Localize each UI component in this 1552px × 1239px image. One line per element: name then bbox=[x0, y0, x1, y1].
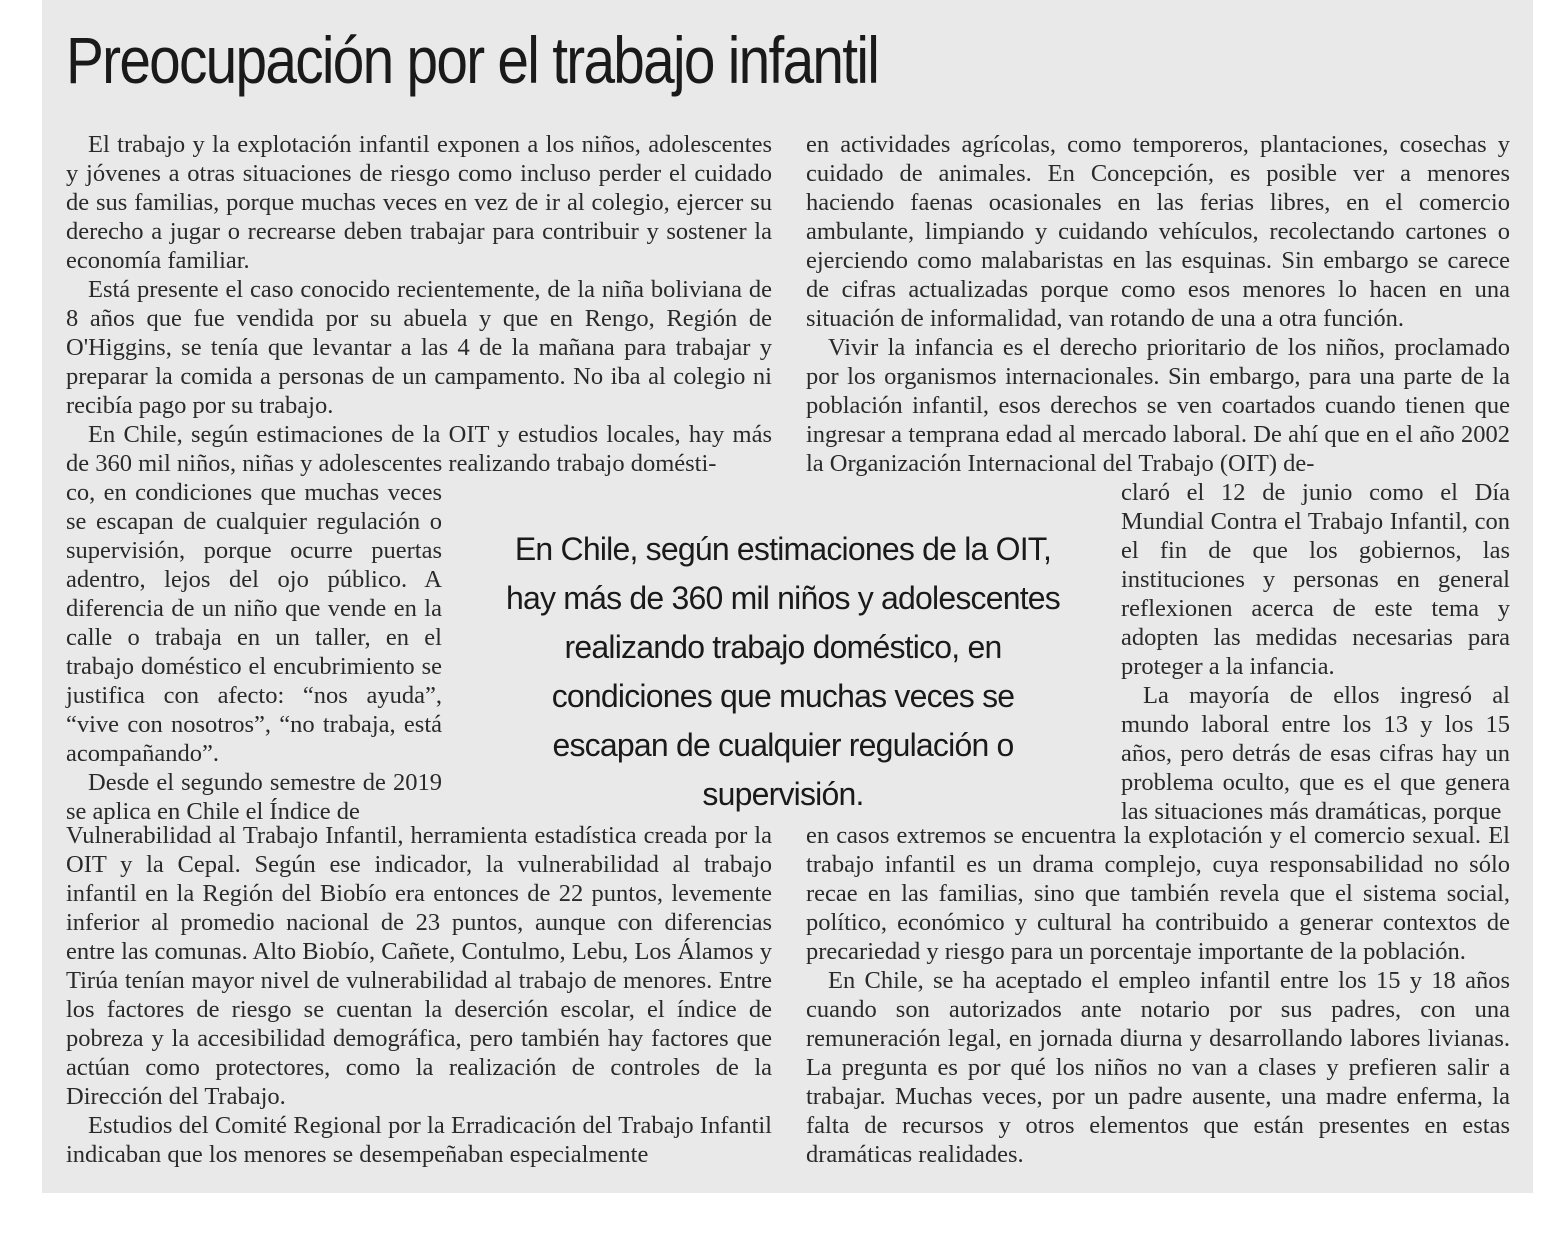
paragraph: El trabajo y la explotación infantil exponen a los niños, adolescentes y jóvenes a otras situaciones de riesgo como incluso perder el cuidado de sus familias, porque muchas veces en vez de ir al colegio, ejercer su derecho a jugar o recrearse deben trabajar para contribuir y sostener la economía familiar. bbox=[66, 131, 772, 274]
paragraph: en casos extremos se encuentra la explotación y el comercio sexual. El trabajo infantil es un drama complejo, cuya responsabilidad no sólo recae en las familias, sino que también revela que el sistema social, político, económico y cultural ha contribuido a generar contextos de precariedad y riesgo para un porcentaje importante de la población. bbox=[806, 822, 1510, 965]
paragraph: Estudios del Comité Regional por la Erradicación del Trabajo Infantil indicaban que los menores se desempeñaban especialmente bbox=[66, 1112, 772, 1168]
left-column-bottom bbox=[66, 821, 772, 1169]
paragraph: La mayoría de ellos ingresó al mundo laboral entre los 13 y los 15 años, pero detrás de esas cifras hay un problema oculto, que es el que genera las situaciones más dramáticas, porque bbox=[1121, 682, 1510, 825]
paragraph: Desde el segundo semestre de 2019 se aplica en Chile el Índice de bbox=[66, 769, 442, 825]
paragraph: En Chile, se ha aceptado el empleo infantil entre los 15 y 18 años cuando son autorizados ante notario por sus padres, con una remuneración legal, en jornada diurna y desarrollando labores livianas. La pregunta es por qué los niños no van a clases y prefieren salir a trabajar. Muchas veces, por un padre ausente, una madre enferma, la falta de recursos y otros elementos que están presentes en estas dramáticas realidades. bbox=[806, 967, 1510, 1168]
paragraph: En Chile, según estimaciones de la OIT y estudios locales, hay más de 360 mil niños, niñas y adolescentes realizando trabajo domésti- bbox=[66, 421, 772, 477]
paragraph: claró el 12 de junio como el Día Mundial Contra el Trabajo Infantil, con el fin de que los gobiernos, las instituciones y personas en general reflexionen acerca de este tema y adopten las medidas necesarias para proteger a la infancia. bbox=[1121, 479, 1510, 680]
paragraph: Vivir la infancia es el derecho prioritario de los niños, proclamado por los organismos internacionales. Sin embargo, para una parte de la población infantil, esos derechos se ven coartados cuando tienen que ingresar a temprana edad al mercado laboral. De ahí que en el año 2002 la Organización Internacional del Trabajo (OIT) de- bbox=[806, 334, 1510, 477]
article-headline: Preocupación por el trabajo infantil bbox=[66, 23, 879, 97]
left-column-top bbox=[66, 130, 772, 478]
paragraph: Está presente el caso conocido recientemente, de la niña boliviana de 8 años que fue vendida por su abuela y que en Rengo, Región de O'Higgins, se tenía que levantar a las 4 de la mañana para trabajar y preparar la comida a personas de un campamento. No iba al colegio ni recibía pago por su trabajo. bbox=[66, 276, 772, 419]
right-column-bottom bbox=[806, 821, 1510, 1169]
paragraph: en actividades agrícolas, como temporeros, plantaciones, cosechas y cuidado de animales. En Concepción, es posible ver a menores haciendo faenas ocasionales en las ferias libres, en el comercio ambulante, limpiando y cuidando vehículos, recolectando cartones o ejerciendo como malabaristas en las esquinas. Sin embargo se carece de cifras actualizadas porque como esos menores lo hacen en una situación de informalidad, van rotando de una a otra función. bbox=[806, 131, 1510, 332]
left-column-narrow bbox=[66, 478, 442, 826]
paragraph: Vulnerabilidad al Trabajo Infantil, herramienta estadística creada por la OIT y la Cepal. Según ese indicador, la vulnerabilidad al trabajo infantil en la Región del Biobío era entonces de 22 puntos, levemente inferior al promedio nacional de 23 puntos, aunque con diferencias entre las comunas. Alto Biobío, Cañete, Contulmo, Lebu, Los Álamos y Tirúa tenían mayor nivel de vulnerabilidad al trabajo de menores. Entre los factores de riesgo se cuentan la deserción escolar, el índice de pobreza y la accesibilidad demográfica, pero también hay factores que actúan como protectores, como la realización de controles de la Dirección del Trabajo. bbox=[66, 822, 772, 1110]
paragraph: co, en condiciones que muchas veces se escapan de cualquier regulación o supervisión, porque ocurre puertas adentro, lejos del ojo público. A diferencia de un niño que vende en la calle o trabaja en un taller, en el trabajo doméstico el encubrimiento se justifica con afecto: “nos ayuda”, “vive con nosotros”, “no trabaja, está acompañando”. bbox=[66, 479, 442, 767]
right-column-top bbox=[806, 130, 1510, 478]
pull-quote: En Chile, según estimaciones de la OIT, hay más de 360 mil niños y adolescentes realizando trabajo doméstico, en condiciones que muchas veces se escapan de cualquier regulación o supervisión. bbox=[505, 531, 1061, 812]
right-column-narrow bbox=[1121, 478, 1510, 826]
